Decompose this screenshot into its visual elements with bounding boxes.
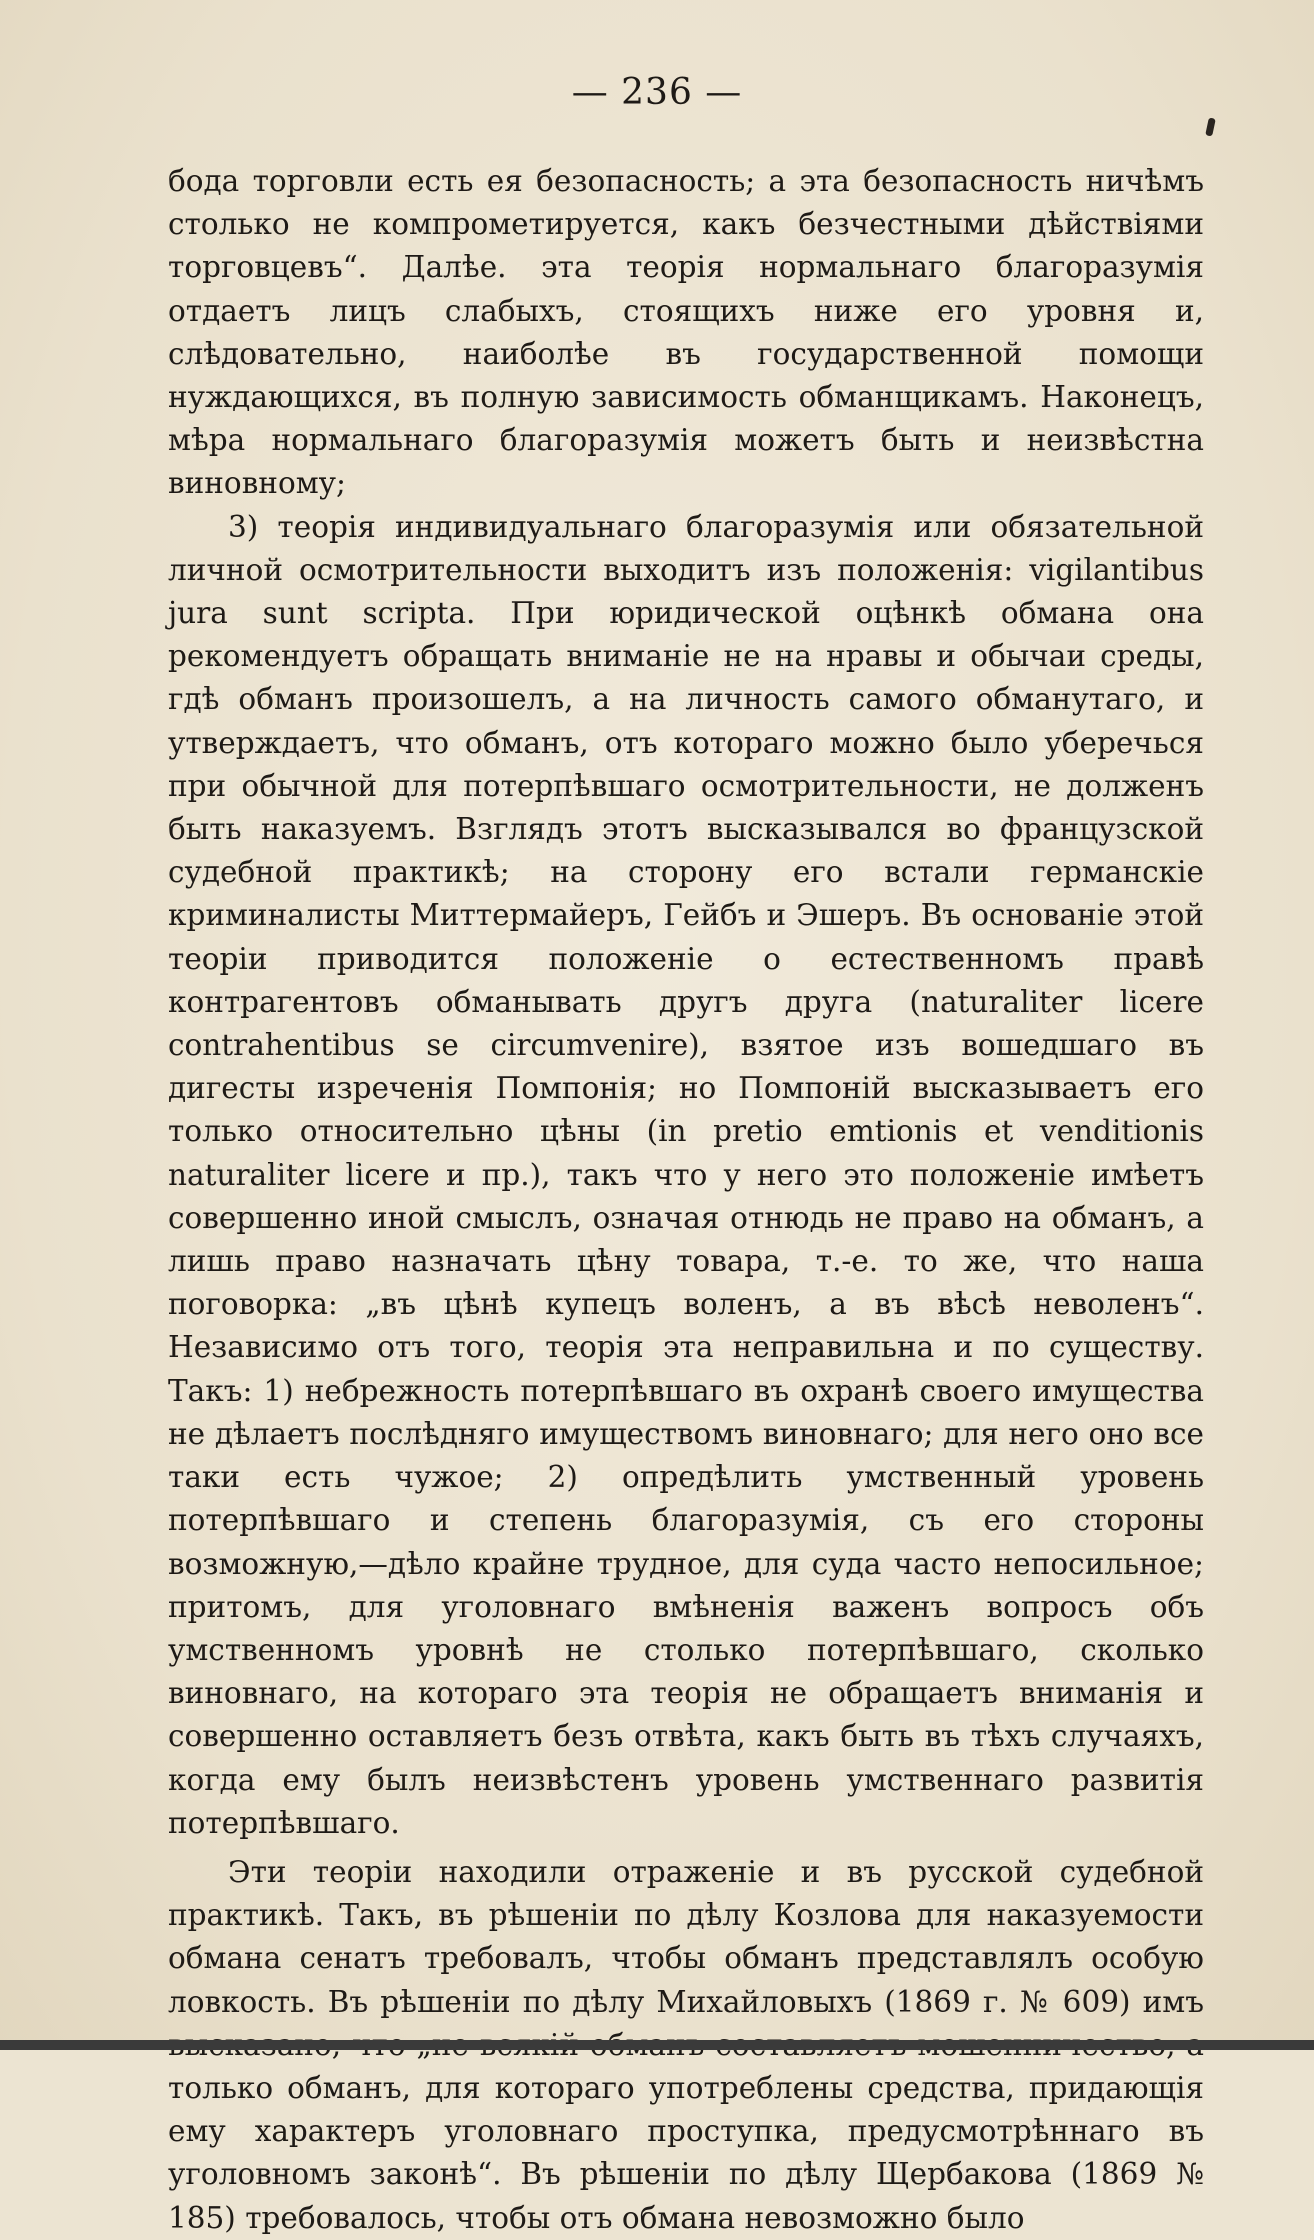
page-number: — 236 — <box>571 72 743 113</box>
paragraph-theory-individual-prudence: 3) теорія индивидуальнаго благоразумія или обязательной личной осмотрительности выходитъ изъ положенія: vigilantibus jura sunt scripta. При юридической оцѣнкѣ обмана она рекомендуетъ обращать вниманіе не на нравы и обычаи среды, гдѣ обманъ произошелъ, а на личность самого обманутаго, и утверждаетъ, что обманъ, отъ котораго можно было уберечься при обычной для потерпѣвшаго осмотрительности, не долженъ быть наказуемъ. Взглядъ этотъ высказывался во французской судебной практикѣ; на сторону его встали германскіе криминалисты Миттермайеръ, Гейбъ и Эшеръ. Въ основаніе этой теоріи приводится положеніе о естественномъ правѣ контрагентовъ обманывать другъ друга (naturaliter licere contrahentibus se circumvenire), взятое изъ вошедшаго въ дигесты изреченія Помпонія; но Помпоній высказываетъ его только относительно цѣны (in pretio emtionis et venditionis naturaliter licere и пр.), такъ что у него это положеніе имѣетъ совершенно иной смыслъ, означая отнюдь не право на обманъ, а лишь право назначать цѣну товара, т.-е. то же, что наша поговорка: „въ цѣнѣ купецъ воленъ, а въ вѣсѣ неволенъ“. Независимо отъ того, теорія эта неправильна и по существу. Такъ: 1) небрежность потерпѣвшаго въ охранѣ своего имущества не дѣлаетъ послѣдняго имуществомъ виновнаго; для него оно все таки есть чужое; 2) опредѣлить умственный уровень потерпѣвшаго и степень благоразумія, съ его стороны возможную,—дѣло крайне трудное, для суда часто непосильное; притомъ, для уголовнаго вмѣненія важенъ вопросъ объ умственномъ уровнѣ не столько потерпѣвшаго, сколько виновнаго, на котораго эта теорія не обращаетъ вниманія и совершенно оставляетъ безъ отвѣта, какъ быть въ тѣхъ случаяхъ, когда ему былъ неизвѣстенъ уровень умственнаго развитія потерпѣвшаго. <box>168 509 1204 1840</box>
paragraph-continued: бода торговли есть ея безопасность; а эта безопасность ничѣмъ столько не компрометируется, какъ безчестными дѣйствіями торговцевъ“. Далѣе. эта теорія нормальнаго благоразумія отдаетъ лицъ слабыхъ, стоящихъ ниже его уровня и, слѣдовательно, наиболѣе въ государственной помощи нуждающихся, въ полную зависимость обманщикамъ. Наконецъ, мѣра нормальнаго благоразумія можетъ быть и неизвѣстна виновному; <box>168 164 1204 501</box>
paragraph-russian-practice: Эти теоріи находили отраженіе и въ русской судебной практикѣ. Такъ, въ рѣшеніи по дѣлу Козлова для наказуемости обмана сенатъ требовалъ, чтобы обманъ представлялъ особую ловкость. Въ рѣшеніи по дѣлу Михайловыхъ (1869 г. № 609) имъ только обманъ, для котораго употреблены средства, придающія ему характеръ уголовнаго проступка, предусмотрѣннаго въ уголовномъ законѣ“. Въ рѣшеніи по дѣлу Щербакова (1869 № 185) требовалось, чтобы отъ обмана невозможно было <box>168 1854 1204 2235</box>
body-text <box>168 160 1204 2240</box>
page-edge <box>0 2040 1314 2050</box>
ink-mark <box>1205 117 1216 136</box>
